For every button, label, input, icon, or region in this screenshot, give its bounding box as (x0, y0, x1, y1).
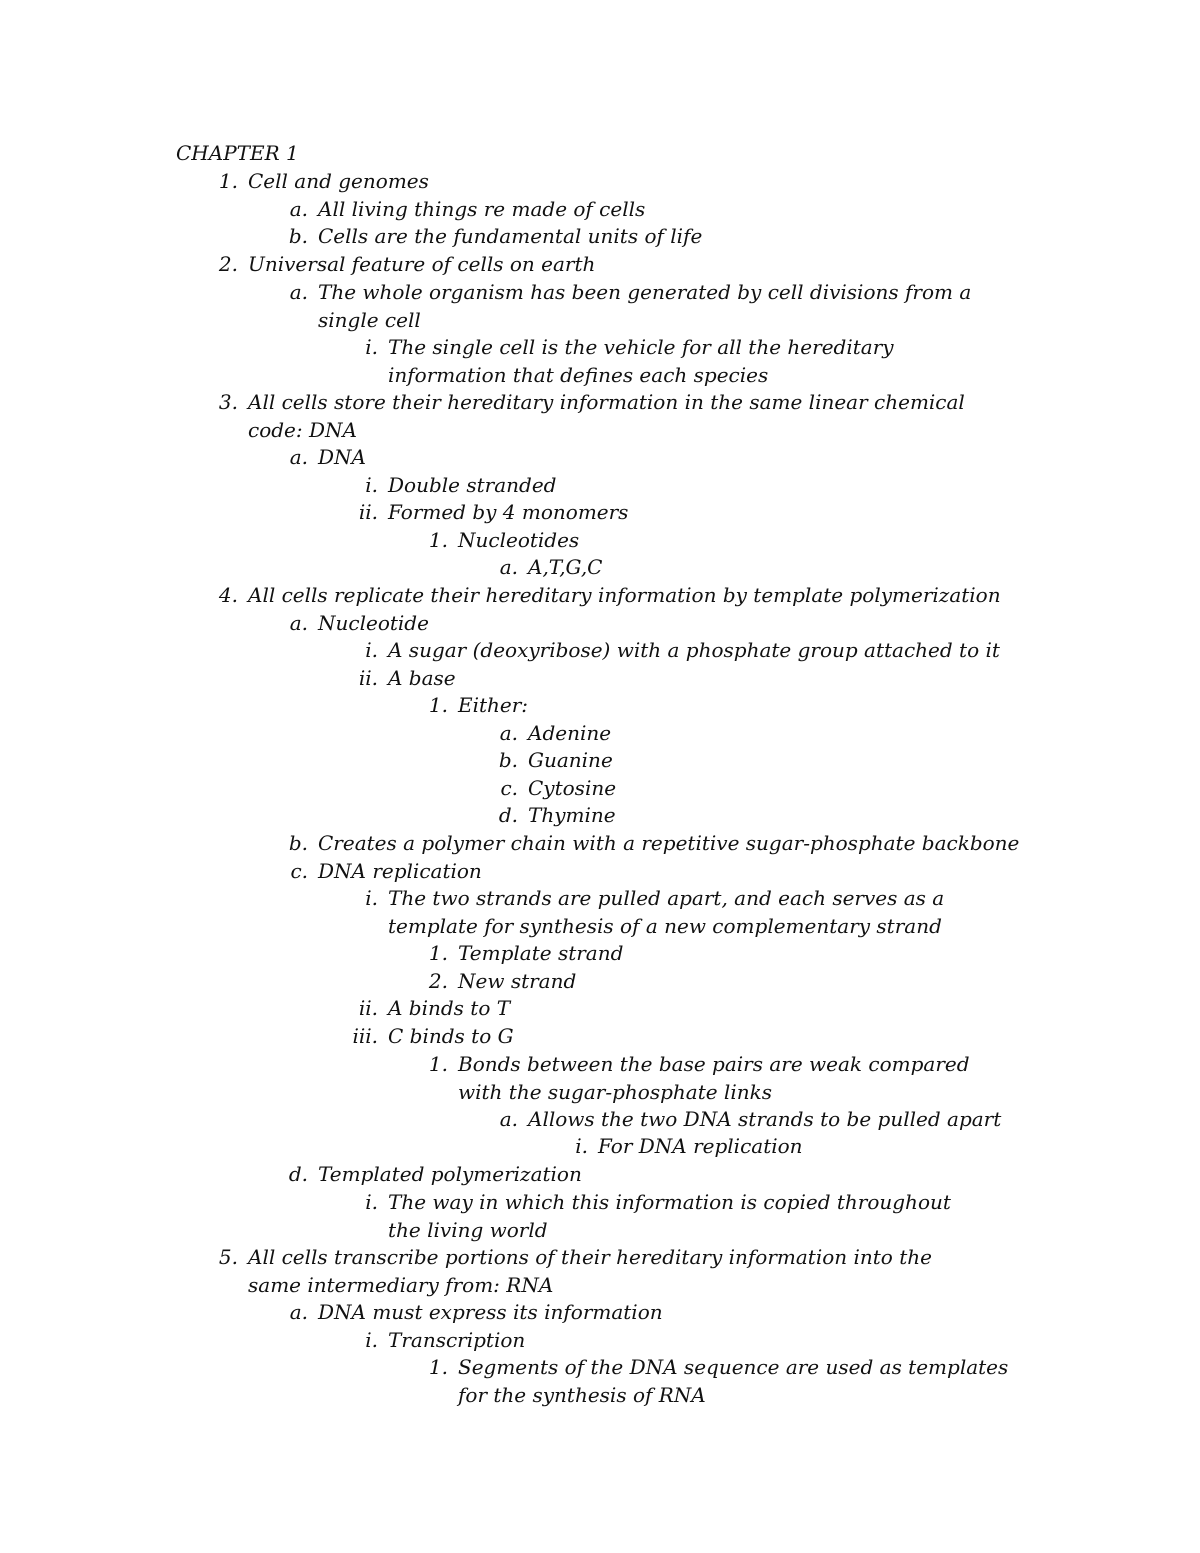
item-text: Cell and genomes (248, 169, 429, 193)
outline-item (500, 775, 1200, 803)
item-text: The way in which this information is copied throughout the living world (388, 1190, 951, 1242)
item-text: Guanine (528, 748, 613, 772)
outline-item (218, 168, 1028, 196)
list-marker: a. (289, 197, 308, 221)
outline-item (358, 665, 1168, 693)
item-text: Nucleotide (318, 611, 429, 635)
list-marker: d. (288, 1162, 308, 1186)
list-marker: a. (289, 445, 308, 469)
item-text: Segments of the DNA sequence are used as templates for the synthesis of RNA (458, 1355, 1009, 1407)
outline-item (365, 1327, 1168, 1355)
list-marker: c. (500, 776, 518, 800)
outline-item (365, 1189, 978, 1244)
item-text: DNA (318, 445, 366, 469)
list-marker: 5. (218, 1245, 238, 1269)
item-text: Adenine (528, 721, 612, 745)
item-text: A base (388, 666, 456, 690)
list-marker: ii. (358, 666, 378, 690)
list-marker: a. (289, 1300, 308, 1324)
outline-item (358, 499, 1168, 527)
outline-item (499, 720, 1200, 748)
item-text: DNA replication (318, 859, 482, 883)
item-text: C binds to G (388, 1024, 514, 1048)
outline-item (498, 747, 1200, 775)
list-marker: b. (288, 831, 308, 855)
item-text: All cells transcribe portions of their hereditary information into the same intermediary from: RNA (248, 1245, 932, 1297)
list-marker: i. (365, 886, 378, 910)
list-marker: i. (365, 638, 378, 662)
outline-item (499, 554, 1200, 582)
list-marker: 2. (218, 252, 238, 276)
item-text: Bonds between the base pairs are weak compared with the sugar-phosphate links (458, 1052, 970, 1104)
list-marker: b. (498, 748, 518, 772)
outline-item (365, 637, 1168, 665)
item-text: The two strands are pulled apart, and each serves as a template for synthesis of a new complementary strand (388, 886, 945, 938)
list-marker: c. (290, 859, 308, 883)
outline-item (290, 858, 1098, 886)
item-text: A sugar (deoxyribose) with a phosphate group attached to it (388, 638, 1000, 662)
item-text: Template strand (458, 941, 624, 965)
outline-item (428, 692, 1200, 720)
outline-item (499, 1106, 1200, 1134)
outline-item (289, 279, 1008, 334)
item-text: Formed by 4 monomers (388, 500, 629, 524)
outline-item (289, 444, 1098, 472)
list-marker: 1. (428, 1355, 448, 1379)
item-text: Double stranded (388, 473, 557, 497)
item-text: Cytosine (528, 776, 617, 800)
outline-item (218, 1244, 968, 1299)
list-marker: 1. (428, 528, 448, 552)
item-text: Transcription (388, 1328, 526, 1352)
outline-item (352, 1023, 1168, 1051)
outline-item (428, 940, 1200, 968)
outline-item (218, 251, 1028, 279)
list-marker: i. (365, 1190, 378, 1214)
item-text: Universal feature of cells on earth (248, 252, 596, 276)
item-text: Nucleotides (458, 528, 580, 552)
outline-item (218, 389, 1008, 444)
list-marker: a. (289, 611, 308, 635)
outline-item (498, 802, 1200, 830)
item-text: A,T,G,C (528, 555, 603, 579)
item-text: Either: (458, 693, 529, 717)
outline-item (289, 610, 1098, 638)
item-text: The single cell is the vehicle for all the hereditary information that defines each species (388, 335, 894, 387)
outline-item (428, 968, 1200, 996)
list-marker: i. (365, 335, 378, 359)
list-marker: a. (289, 280, 308, 304)
list-marker: a. (499, 721, 518, 745)
item-text: The whole organism has been generated by cell divisions from a single cell (318, 280, 972, 332)
list-marker: 1. (428, 693, 448, 717)
list-marker: ii. (358, 996, 378, 1020)
outline-item (288, 830, 1098, 858)
outline-item (365, 334, 998, 389)
item-text: Cells are the fundamental units of life (318, 224, 703, 248)
item-text: Templated polymerization (318, 1162, 582, 1186)
list-marker: i. (365, 1328, 378, 1352)
list-marker: 1. (428, 1052, 448, 1076)
item-text: Creates a polymer chain with a repetitive sugar-phosphate backbone (318, 831, 1020, 855)
item-text: A binds to T (388, 996, 511, 1020)
list-marker: 1. (428, 941, 448, 965)
outline-item (289, 1299, 1098, 1327)
item-text: Thymine (528, 803, 616, 827)
list-marker: d. (498, 803, 518, 827)
outline-item (288, 223, 1098, 251)
list-marker: ii. (358, 500, 378, 524)
item-text: New strand (458, 969, 577, 993)
list-marker: iii. (352, 1024, 378, 1048)
list-marker: i. (575, 1134, 588, 1158)
outline-item (365, 472, 1168, 500)
outline-item (575, 1133, 1200, 1161)
item-text: All cells replicate their hereditary information by template polymerization (248, 583, 1001, 607)
outline-item (428, 527, 1200, 555)
list-marker: a. (499, 555, 518, 579)
outline-item (288, 1161, 1098, 1189)
list-marker: i. (365, 473, 378, 497)
list-marker: 4. (218, 583, 238, 607)
chapter-heading: CHAPTER 1 (176, 141, 299, 165)
outline-item (428, 1051, 1003, 1106)
list-marker: 3. (218, 390, 238, 414)
list-marker: a. (499, 1107, 518, 1131)
outline-item (358, 995, 1168, 1023)
outline-item (365, 885, 1013, 940)
item-text: DNA must express its information (318, 1300, 663, 1324)
outline-item (289, 196, 1098, 224)
list-marker: 1. (218, 169, 238, 193)
item-text: For DNA replication (598, 1134, 803, 1158)
item-text: All cells store their hereditary information in the same linear chemical code: DNA (248, 390, 965, 442)
item-text: All living things re made of cells (318, 197, 646, 221)
outline-item (218, 582, 1028, 610)
list-marker: b. (288, 224, 308, 248)
list-marker: 2. (428, 969, 448, 993)
outline-item (428, 1354, 1013, 1409)
item-text: Allows the two DNA strands to be pulled apart (528, 1107, 1002, 1131)
